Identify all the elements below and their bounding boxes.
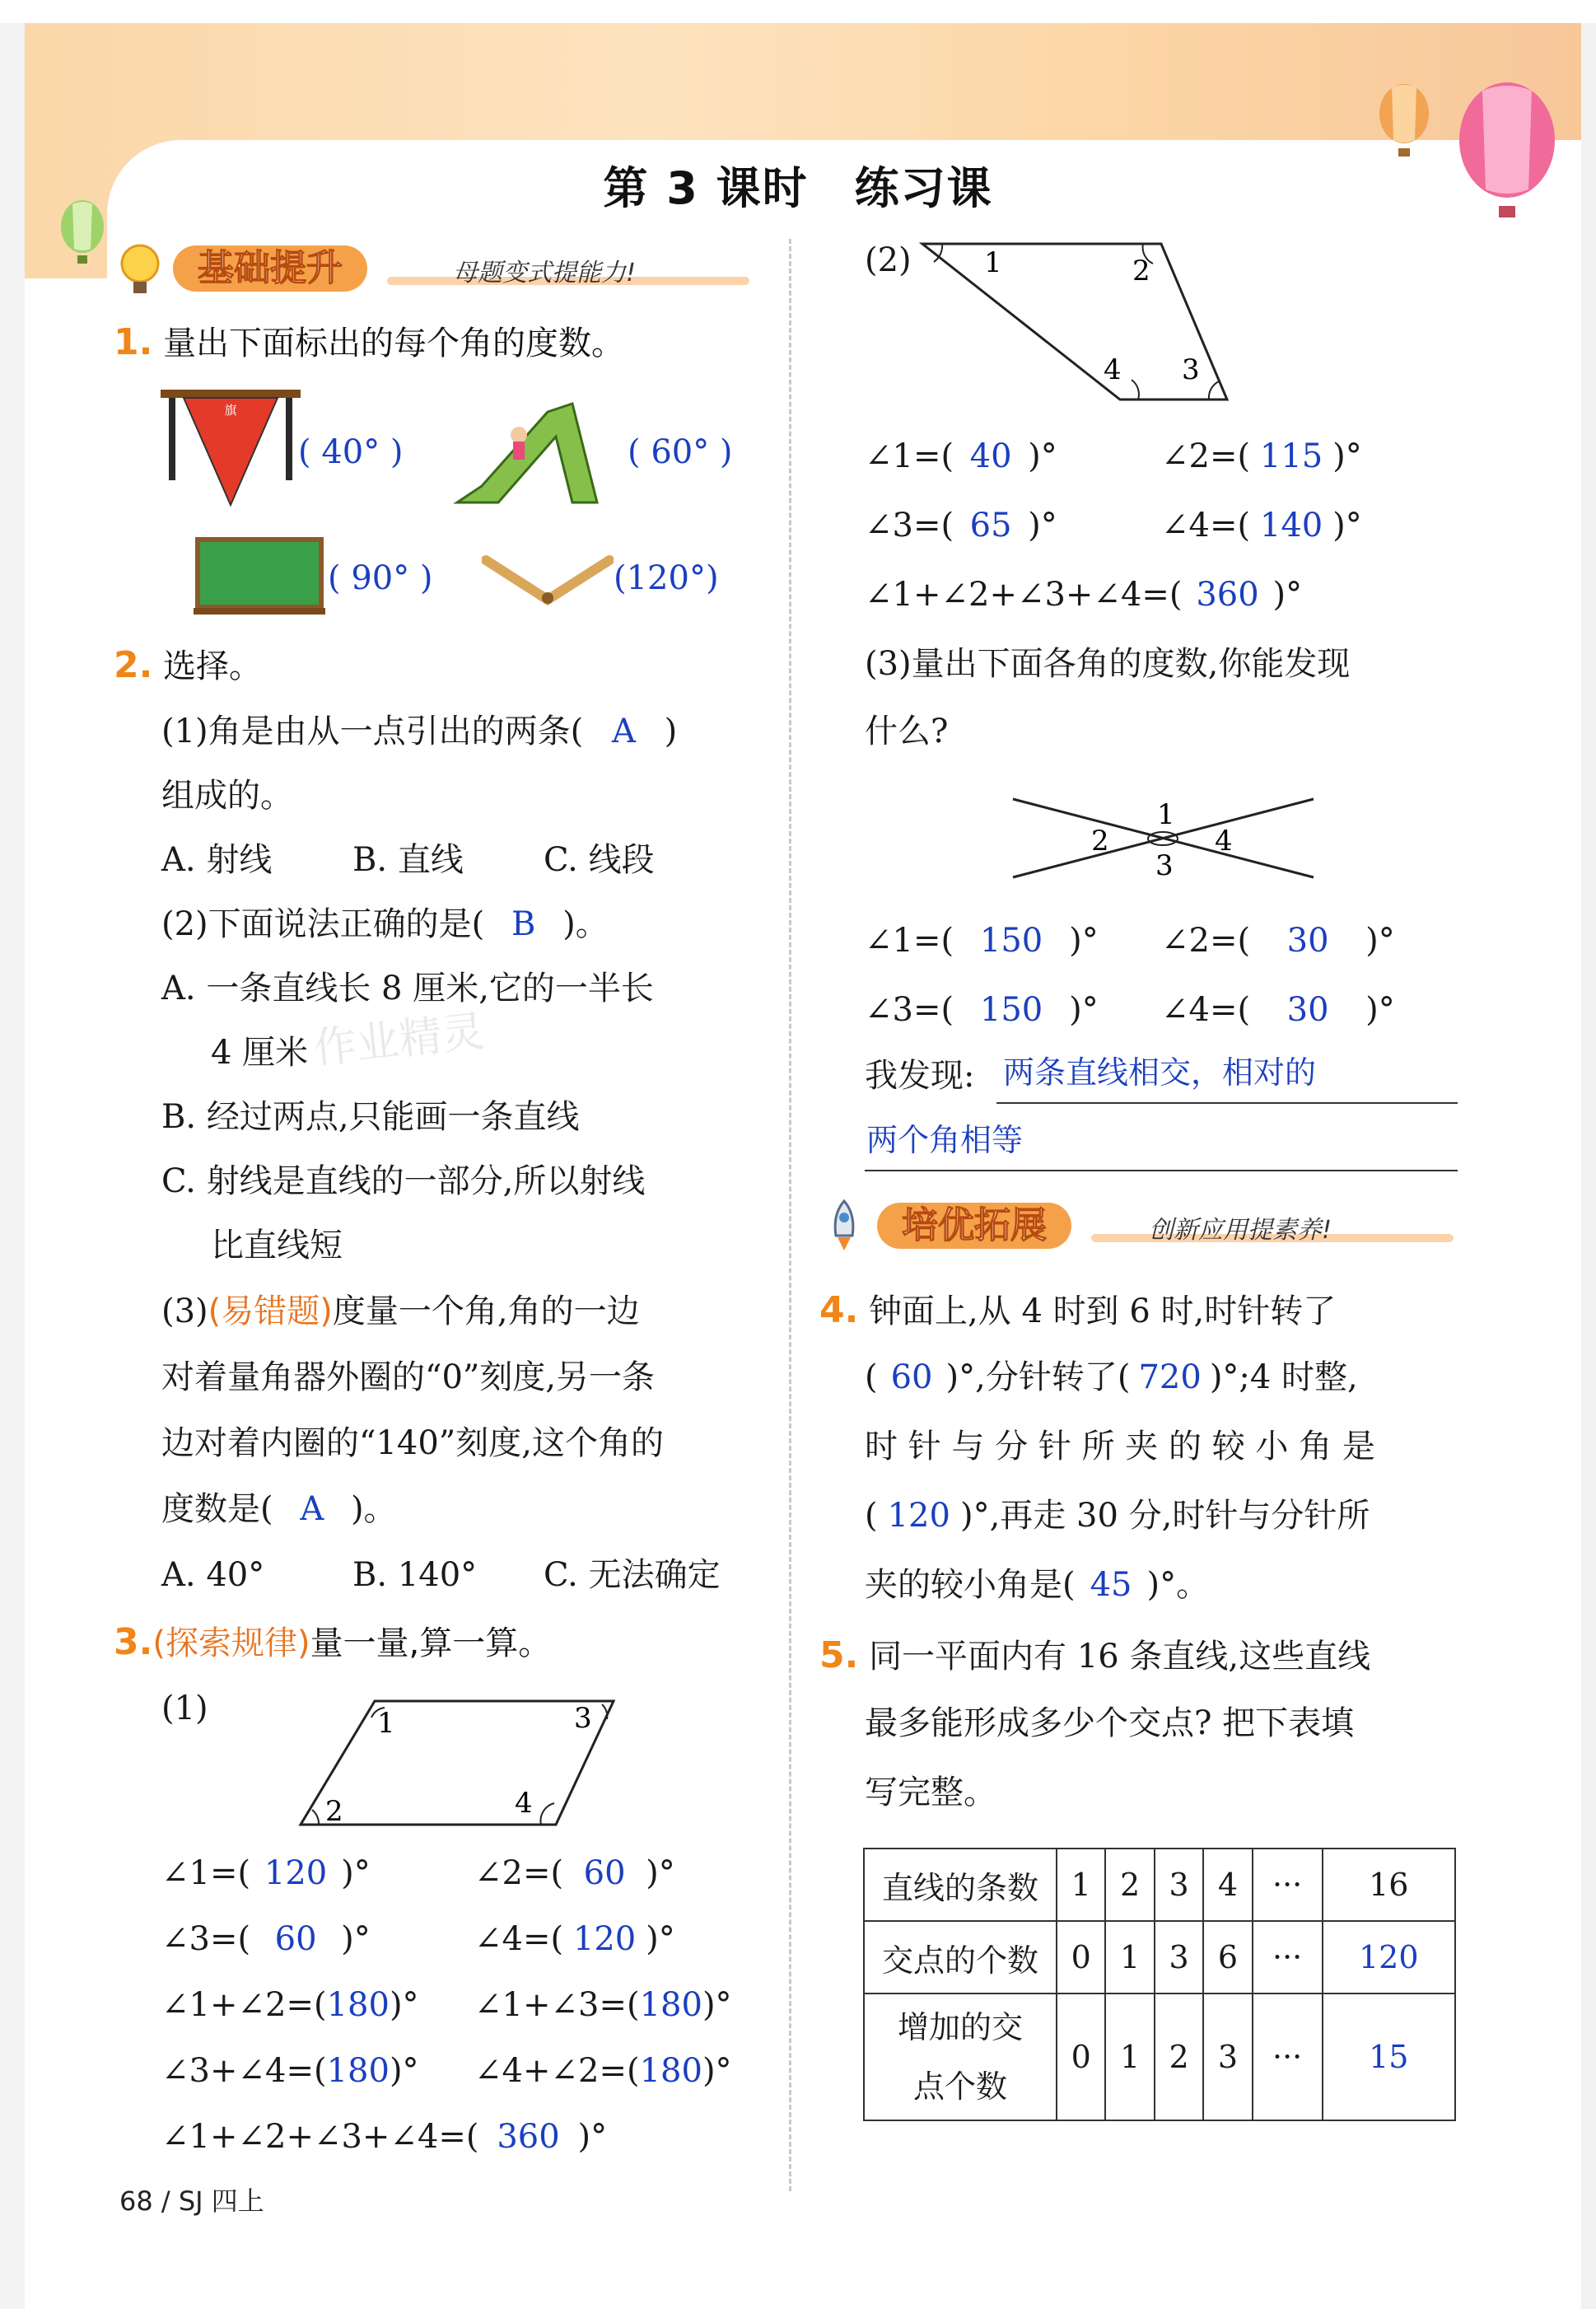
q4-text-2a: (	[865, 1358, 878, 1396]
row-text: )°	[341, 1854, 371, 1892]
q2-text: 选择。	[163, 647, 263, 685]
q3-sum12-answer: 180	[326, 1986, 390, 2024]
table-cell: 1	[1105, 1921, 1154, 1993]
q3-p1-row-3a	[161, 1985, 419, 2025]
q2-p2-option-a2: 4 厘米	[211, 1034, 309, 1072]
intersection-table	[863, 1848, 1456, 2121]
q2-p3-text-1: 度量一个角,角的一边	[332, 1292, 640, 1330]
q2-p1-option-a: A. 射线	[161, 841, 273, 879]
q3-p3-angle3-answer: 150	[979, 991, 1043, 1029]
row-text: )°	[646, 1920, 675, 1958]
q2-p3-line3: 边对着内圈的“140”刻度,这个角的	[161, 1424, 664, 1462]
q3-p3-angle4-answer: 30	[1286, 991, 1329, 1029]
table-cell: 2	[1105, 1849, 1154, 1921]
q3-number: 3.	[114, 1621, 153, 1663]
q2-p1-text: (1)角是由从一点引出的两条(	[161, 713, 584, 750]
table-cell: 4	[1203, 1849, 1252, 1921]
angle-label-4: 4	[1104, 353, 1122, 386]
q3-p3-row-1b	[1161, 921, 1395, 961]
q3-p3-line1: (3)量出下面各角的度数,你能发现	[865, 645, 1351, 683]
table-cell: 0	[1057, 1921, 1105, 1993]
angle-label-1: 1	[984, 246, 1002, 279]
q4-line5	[865, 1565, 1209, 1605]
q3-p3-find-label: 我发现:	[865, 1057, 975, 1095]
table-cell: 3	[1155, 1921, 1203, 1993]
table-answer-cell: 120	[1323, 1921, 1455, 1993]
q3-p2-label: (2)	[865, 241, 912, 279]
angle-label-4: 4	[1215, 825, 1233, 858]
section-title-advanced: 培优拓展	[877, 1203, 1071, 1249]
row-text: )°	[1332, 507, 1362, 545]
q2-p2-option-c1: C. 射线是直线的一部分,所以射线	[161, 1162, 646, 1200]
table-header-cell: 直线的条数	[864, 1849, 1057, 1921]
table-cell: 2	[1155, 1993, 1203, 2120]
q1-answer-1-value: ( 40° )	[298, 433, 404, 471]
table-cell: 3	[1203, 1993, 1252, 2120]
section-tagline-basic: 母题变式提能力!	[453, 259, 637, 287]
q3-p1-label: (1)	[161, 1690, 208, 1727]
page-right-margin	[1581, 23, 1596, 2309]
section-banner-advanced	[819, 1203, 1462, 1249]
angle-label-2: 2	[1132, 255, 1150, 287]
q5-line2: 最多能形成多少个交点? 把下表填	[865, 1704, 1355, 1742]
row-text: )°	[646, 1854, 675, 1892]
row-text: ∠3+∠4=(	[161, 2052, 327, 2090]
answer-line-1	[996, 1102, 1458, 1104]
q1-answer-3	[328, 559, 433, 598]
rocket-icon	[819, 1198, 869, 1255]
q3-p2-angle4-answer: 140	[1259, 507, 1323, 545]
row-text: )°	[1365, 991, 1395, 1029]
lightbulb-icon	[115, 241, 165, 298]
q3-p1-row-4a	[161, 2051, 419, 2091]
table-cell: 1	[1057, 1849, 1105, 1921]
table-header-text: 增加的交	[897, 2008, 1023, 2045]
q3-p3-find-answer-1: 两条直线相交，相对的	[1003, 1054, 1317, 1091]
q3-p3-row-2a	[865, 990, 1099, 1030]
red-flag-figure	[161, 383, 301, 515]
q3-p1-row-2b	[474, 1919, 675, 1959]
row-text: ∠4=(	[1161, 507, 1251, 545]
q1-answer-4-value: (120°)	[614, 559, 719, 597]
q2-p2-line	[161, 904, 609, 944]
row-text: ∠1+∠2+∠3+∠4=(	[865, 576, 1183, 614]
row-text: ∠3=(	[161, 1920, 251, 1958]
q3-p3-angle2-answer: 30	[1286, 922, 1329, 960]
slide-figure	[449, 387, 614, 511]
row-text: ∠1=(	[865, 437, 954, 475]
section-banner-basic	[115, 245, 758, 292]
table-header-cell	[864, 1993, 1057, 2120]
q4-minute-hand-answer: 720	[1138, 1358, 1202, 1396]
q4-text-1: 钟面上,从 4 时到 6 时,时针转了	[869, 1292, 1337, 1330]
q4-text-5a: 夹的较小角是(	[865, 1566, 1076, 1604]
angle-label-4: 4	[515, 1787, 533, 1820]
q3-tag: (探索规律)	[152, 1624, 310, 1662]
row-text: )°	[1332, 437, 1362, 475]
q4-line4	[865, 1496, 1370, 1535]
row-text: ∠4+∠2=(	[474, 2052, 640, 2090]
q3-p3-row-2b	[1161, 990, 1395, 1030]
q3-p2-angle2-answer: 115	[1259, 437, 1323, 475]
page-footer: 68 / SJ 四上	[119, 2185, 264, 2217]
q3-p1-row-2a	[161, 1919, 371, 1959]
table-cell: ···	[1253, 1921, 1323, 1993]
row-text: ∠1=(	[865, 922, 954, 960]
q3-heading	[114, 1621, 551, 1665]
table-cell: ···	[1253, 1993, 1323, 2120]
q3-p1-row-3b	[474, 1985, 732, 2025]
parallelogram-figure-1	[292, 1693, 622, 1833]
q1-answer-2-value: ( 60° )	[628, 433, 733, 471]
q2-p3-option-c: C. 无法确定	[544, 1556, 721, 1594]
q3-text: 量一量,算一算。	[310, 1624, 552, 1662]
row-text: ∠1=(	[161, 1854, 251, 1892]
row-text: )°	[389, 1986, 419, 2024]
row-text: )°	[1028, 437, 1057, 475]
q4-text-2b: )°,分针转了(	[945, 1358, 1131, 1396]
row-text: )°	[1272, 576, 1303, 614]
column-divider	[789, 239, 791, 2191]
q4-text-5b: )°。	[1146, 1566, 1210, 1604]
q4-hour-hand-answer: 60	[890, 1358, 933, 1396]
q4-text-4a: (	[865, 1497, 878, 1535]
q1-answer-2	[628, 432, 733, 472]
q2-heading	[114, 644, 262, 688]
q1-answer-1	[298, 432, 404, 472]
q3-p2-sum	[865, 575, 1302, 615]
q2-p3-line2: 对着量角器外圈的“0”刻度,另一条	[161, 1358, 656, 1396]
row-text: )°	[389, 2052, 419, 2090]
q2-p3-text-4: 度数是(	[161, 1490, 273, 1528]
q4-text-2c: )°;4 时整,	[1209, 1358, 1358, 1396]
table-cell: ···	[1253, 1849, 1323, 1921]
table-header-cell: 交点的个数	[864, 1921, 1057, 1993]
q3-p1-row-1b	[474, 1853, 675, 1893]
table-row	[864, 1921, 1455, 1993]
row-text: ∠1+∠2=(	[161, 1986, 327, 2024]
q2-p3-tag: (易错题)	[208, 1292, 333, 1330]
q3-angle2-answer: 60	[583, 1854, 626, 1892]
angle-label-3: 3	[574, 1702, 592, 1735]
q2-p3-option-b: B. 140°	[352, 1556, 478, 1594]
table-cell: 0	[1057, 1993, 1105, 2120]
q3-sum42-answer: 180	[639, 2052, 702, 2090]
q3-p2-row-1a	[865, 437, 1057, 476]
page-left-margin	[0, 23, 25, 2309]
q1-text: 量出下面标出的每个角的度数。	[163, 325, 625, 362]
q5-number: 5.	[819, 1634, 859, 1676]
q3-p3-line2: 什么?	[865, 713, 949, 750]
q2-p1-line	[161, 712, 677, 751]
quadrilateral-figure-2	[914, 239, 1244, 404]
row-text: ∠3=(	[865, 991, 954, 1029]
row-text: ∠2=(	[1161, 922, 1251, 960]
q2-p2-text: (2)下面说法正确的是(	[161, 905, 485, 943]
intersecting-lines-figure	[1009, 791, 1322, 890]
q2-p2-option-b: B. 经过两点,只能画一条直线	[161, 1098, 580, 1136]
table-cell: 6	[1203, 1921, 1252, 1993]
row-text: )°	[1365, 922, 1395, 960]
table-cell: 16	[1323, 1849, 1455, 1921]
q2-p1-line2: 组成的。	[161, 777, 293, 815]
angle-label-3: 3	[1182, 353, 1200, 386]
q3-p2-angle1-answer: 40	[969, 437, 1012, 475]
q2-p1-option-b: B. 直线	[352, 841, 464, 879]
q4-line1	[819, 1289, 1336, 1333]
q3-p2-row-2a	[865, 506, 1057, 545]
q2-p3-line1	[161, 1292, 640, 1331]
q3-p2-row-1b	[1161, 437, 1362, 476]
q3-sum13-answer: 180	[639, 1986, 702, 2024]
row-text: ∠3=(	[865, 507, 954, 545]
table-header-text: 点个数	[912, 2068, 1007, 2105]
q5-line1	[819, 1634, 1370, 1678]
q4-four-thirty-angle-answer: 45	[1090, 1566, 1132, 1604]
section-title-basic: 基础提升	[173, 245, 367, 292]
table-cell: 1	[1105, 1993, 1154, 2120]
q3-p2-angle3-answer: 65	[969, 507, 1012, 545]
q2-p1-close: )	[664, 713, 678, 750]
answer-line-2	[865, 1170, 1458, 1171]
open-book-angle-figure	[482, 552, 614, 618]
q4-four-oclock-angle-answer: 120	[887, 1497, 950, 1535]
q3-p1-sum	[161, 2117, 607, 2157]
q3-p3-find-answer-2: 两个角相等	[866, 1122, 1024, 1158]
q2-p3-line4	[161, 1489, 397, 1529]
table-row	[864, 1849, 1455, 1921]
row-text: )°	[577, 2118, 608, 2156]
q2-number: 2.	[114, 644, 153, 686]
blackboard-figure	[194, 535, 325, 618]
q1-answer-4	[614, 559, 719, 598]
row-text: )°	[702, 2052, 732, 2090]
table-answer-cell: 15	[1323, 1993, 1455, 2120]
row-text: ∠2=(	[1161, 437, 1251, 475]
row-text: ∠2=(	[474, 1854, 564, 1892]
q2-p3-label: (3)	[161, 1292, 208, 1330]
q2-p2-close: )。	[562, 905, 609, 943]
q3-p3-angle1-answer: 150	[979, 922, 1043, 960]
angle-label-1: 1	[1157, 798, 1175, 831]
q3-p1-row-1a	[161, 1853, 371, 1893]
q3-angle1-answer: 120	[264, 1854, 328, 1892]
q2-p3-answer: A	[300, 1490, 324, 1528]
q2-p1-answer: A	[611, 713, 636, 750]
q5-text-1: 同一平面内有 16 条直线,这些直线	[869, 1638, 1371, 1676]
q3-p1-total-answer: 360	[497, 2118, 560, 2156]
angle-label-3: 3	[1155, 849, 1174, 882]
row-text: ∠1+∠3=(	[474, 1986, 640, 2024]
q3-p2-row-2b	[1161, 506, 1362, 545]
table-cell: 3	[1155, 1849, 1203, 1921]
q3-p2-total-answer: 360	[1196, 576, 1259, 614]
row-text: ∠4=(	[1161, 991, 1251, 1029]
q1-heading	[114, 321, 624, 365]
row-text: )°	[1069, 991, 1099, 1029]
small-balloon-icon	[1379, 84, 1429, 157]
q3-angle4-answer: 120	[572, 1920, 637, 1958]
row-text: )°	[1028, 507, 1057, 545]
q3-sum34-answer: 180	[326, 2052, 390, 2090]
q4-line3: 时 针 与 分 针 所 夹 的 较 小 角 是	[865, 1428, 1375, 1465]
q5-line3: 写完整。	[865, 1774, 996, 1811]
q3-p1-row-4b	[474, 2051, 732, 2091]
row-text: ∠4=(	[474, 1920, 564, 1958]
q2-p2-answer: B	[511, 905, 536, 943]
row-text: )°	[702, 1986, 732, 2024]
q2-p1-option-c: C. 线段	[544, 841, 655, 879]
table-row	[864, 1993, 1455, 2120]
q3-angle3-answer: 60	[274, 1920, 317, 1958]
angle-label-2: 2	[325, 1795, 343, 1828]
q4-number: 4.	[819, 1289, 859, 1331]
row-text: )°	[341, 1920, 371, 1958]
angle-label-2: 2	[1091, 825, 1109, 858]
q1-answer-3-value: ( 90° )	[328, 559, 433, 597]
q2-p2-option-c2: 比直线短	[211, 1227, 343, 1264]
row-text: )°	[1069, 922, 1099, 960]
q3-p3-row-1a	[865, 921, 1099, 961]
q4-line2	[865, 1358, 1358, 1397]
q2-p2-option-a1: A. 一条直线长 8 厘米,它的一半长	[161, 970, 654, 1007]
angle-label-1: 1	[377, 1707, 395, 1740]
q1-number: 1.	[114, 321, 153, 363]
watermark: 作业精灵	[311, 1007, 488, 1074]
flag-text-icon: 旗	[224, 403, 237, 418]
q2-p3-option-a: A. 40°	[161, 1556, 265, 1594]
section-tagline-advanced: 创新应用提素养!	[1149, 1216, 1332, 1245]
row-text: ∠1+∠2+∠3+∠4=(	[161, 2118, 479, 2156]
page-title: 第 3 课时 练习课	[603, 162, 993, 214]
q4-text-4b: )°,再走 30 分,时针与分针所	[959, 1497, 1370, 1535]
q2-p3-close: )。	[350, 1490, 397, 1528]
